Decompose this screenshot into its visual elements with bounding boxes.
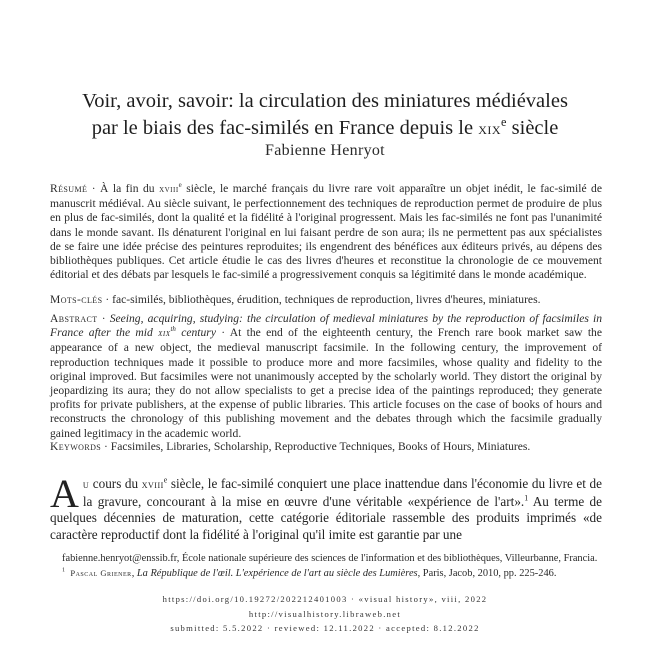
abstract-separator: ·: [97, 312, 110, 325]
submission-dates: submitted: 5.5.2022 · reviewed: 12.11.2022 · accepted: 8.12.2022: [170, 623, 480, 633]
footnotes: [62, 551, 602, 581]
abstract-paragraph: [50, 312, 602, 441]
footnote-reference[interactable]: 1: [524, 493, 529, 503]
footnote-sep: ,: [131, 568, 137, 579]
footnote-number: 1: [62, 566, 66, 574]
footnote-title: La République de l'œil. L'expérience de l'art au siècle des Lumières: [136, 568, 418, 579]
resume-paragraph: [50, 182, 602, 282]
article-title: [40, 88, 610, 142]
keywords-label: Keywords: [50, 440, 102, 453]
abstract-label: Abstract: [50, 312, 98, 325]
title-line-2: [40, 115, 610, 142]
title-century: xix: [478, 119, 502, 138]
title-line-1: Voir, avoir, savoir: la circulation des miniatures médiévales: [82, 90, 568, 112]
author-affiliation: fabienne.henryot@enssib.fr, École nationale supérieure des sciences de l'information et des bibliothèques, Villeurbanne, Francia.: [62, 553, 598, 564]
body-century-sup: e: [163, 475, 168, 485]
resume-label: Résumé: [50, 182, 88, 195]
body-text-3: Au terme de quelques décennies de maturation, cette catégorie éditoriale rassemble des produits imprimés «de caractère reproductif dont la fidélité à l'original qu'il imite est garantie par une: [50, 493, 602, 542]
title-century-sup: e: [501, 115, 507, 130]
doi-link[interactable]: https://doi.org/10.19272/202212401003 · «visual history», viii, 2022: [162, 594, 488, 604]
footnote-author: Pascal Griener: [70, 568, 132, 578]
author-name: Fabienne Henryot: [265, 142, 385, 159]
body-century: xviii: [141, 479, 164, 491]
resume-text-1: · À la fin du: [91, 182, 160, 195]
drop-cap: A: [50, 471, 79, 516]
publication-references: [0, 592, 650, 636]
title-line-2-prefix: par le biais des fac-similés en France depuis le: [91, 117, 479, 139]
abstract-title-2: century: [175, 326, 216, 340]
footnote-rest: , Paris, Jacob, 2010, pp. 225-246.: [417, 568, 557, 579]
resume-century: xviii: [159, 185, 179, 195]
body-text-1: cours du: [89, 476, 142, 491]
journal-url-link[interactable]: http://visualhistory.libraweb.net: [248, 608, 402, 619]
keywords-paragraph: [50, 440, 602, 454]
title-line-2-suffix: siècle: [506, 117, 559, 139]
abstract-text: · At the end of the eighteenth century, the French rare book market saw the appearance of a new object, the medieval manuscript facsimile. In the following century, the improvement of reproduction techniques made it possible to produce more and more facsimiles, whose quality and fidelity to the original improved. But facsimiles were not unanimously accepted by the scholarly world. They distort the original by jeopardizing its aura; they do not allow specialists to get a precise idea of the paintings reproduced; they generate profits for private publishers, at the expense of public libraries. This article focuses on the case of books of hours and reconstructs the chronology of this publishing movement and the debates through which the facsimile gradually gained legitimacy in the academic world.: [50, 326, 602, 440]
resume-century-sup: e: [178, 181, 182, 190]
mots-cles-text: · fac-similés, bibliothèques, érudition, techniques de reproduction, livres d'heures, miniatures.: [105, 293, 541, 306]
keywords-text: · Facsimiles, Libraries, Scholarship, Reproductive Techniques, Books of Hours, Miniatures.: [104, 440, 531, 453]
mots-cles-label: Mots-clés: [50, 293, 103, 306]
abstract-century: xix: [158, 329, 171, 340]
resume-text-2: siècle, le marché français du livre rare voit apparaître un objet inédit, le fac-similé de manuscrit médiéval. Au siècle suivant, le perfectionnement des techniques de reproduction permet de produire de plus en plus de fac-similés, dont la qualité et la fidélité à l'original progressent. Mais les fac-similés ne font pas l'unanimité dans le monde savant. Ils dénaturent l'original en lui faisant perdre de son aura; ils ne permettent pas aux spécialistes de se faire une idée précise des peintures reproduites; ils engendrent des bénéfices aux éditeurs privés, au dépens des bibliothèques publiques. Cet article étudie le cas des livres d'heures et reconstitue la chronologie de ce mouvement éditorial et des débats par lesquels le fac-similé a progressivement conquis sa légitimité dans le monde académique.: [50, 182, 602, 282]
abstract-century-sup: th: [170, 325, 176, 334]
body-smallcaps: u: [82, 479, 90, 491]
body-text-2: siècle, le fac-similé conquiert une place inattendue dans l'économie du livre et de la gravure, concourant à la mise en œuvre d'une véritable «expérience de l'art».: [82, 476, 602, 509]
body-paragraph: [50, 471, 602, 543]
footnote-1: [62, 566, 602, 581]
abstract-title-1: Seeing, acquiring, studying: the circulation of medieval miniatures by the reproduction of facsimiles in France after the mid: [50, 312, 602, 340]
mots-cles-paragraph: [50, 293, 602, 307]
